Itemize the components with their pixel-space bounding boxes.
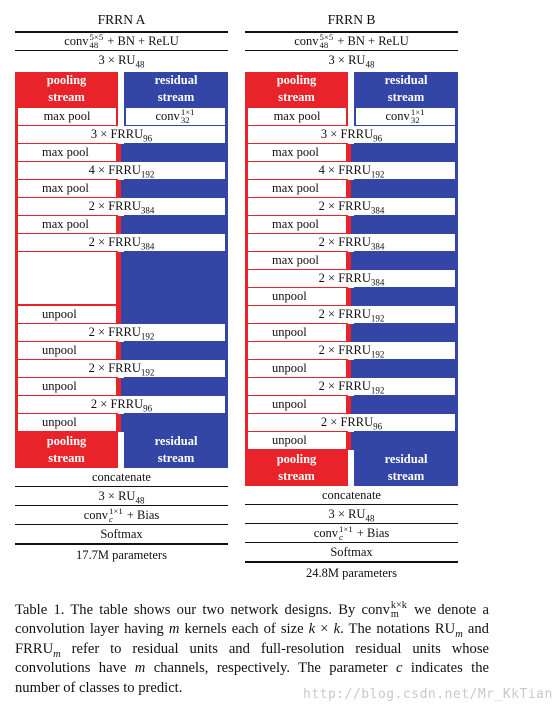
pool-cell: max pool bbox=[18, 180, 116, 197]
final-conv-base: conv bbox=[83, 508, 109, 522]
pooling-stream-footer: pooling stream bbox=[276, 452, 317, 483]
stem-conv-script: 5×5 48 bbox=[319, 32, 334, 51]
stem-conv-base: conv bbox=[64, 34, 89, 48]
frru-channels: 192 bbox=[370, 349, 385, 360]
frru-label: 2 × FRRU bbox=[88, 199, 141, 213]
frru-cell bbox=[18, 324, 225, 341]
frru-cell bbox=[18, 198, 225, 215]
stem-conv-rest: + BN + ReLU bbox=[334, 34, 409, 48]
blue-connector bbox=[121, 144, 124, 162]
residual-stream-header: residual stream bbox=[154, 73, 198, 104]
residual-conv-cell bbox=[356, 108, 455, 125]
ru2-base: 3 × RU bbox=[98, 489, 136, 503]
frru-label: 4 × FRRU bbox=[88, 163, 141, 177]
frru-channels: 96 bbox=[143, 133, 153, 144]
watermark: http://blog.csdn.net/Mr_KkTian bbox=[303, 687, 553, 702]
residual-stream-footer: residual stream bbox=[384, 452, 428, 483]
frru-cell bbox=[248, 162, 455, 179]
frru-cell bbox=[248, 342, 455, 359]
frru-cell bbox=[248, 126, 455, 143]
frru-label: 2 × FRRU bbox=[318, 235, 371, 249]
frru-label: 2 × FRRU bbox=[320, 415, 374, 429]
residual-stream-footer: residual stream bbox=[154, 434, 198, 465]
pool-cell: unpool bbox=[248, 432, 346, 449]
frru-label: 2 × FRRU bbox=[88, 235, 141, 249]
frru-cell bbox=[248, 198, 455, 215]
frru-cell bbox=[248, 306, 455, 323]
final-conv-rest: + Bias bbox=[123, 508, 160, 522]
ru2-row bbox=[245, 505, 458, 523]
ru-row bbox=[15, 51, 228, 69]
frru-cell bbox=[18, 360, 225, 377]
final-conv-row bbox=[245, 524, 458, 542]
frru-channels: 384 bbox=[370, 277, 385, 288]
concat-row: concatenate bbox=[92, 470, 151, 484]
frru-label: 4 × FRRU bbox=[318, 163, 371, 177]
pool-cell: unpool bbox=[248, 288, 346, 305]
pool-cell: unpool bbox=[18, 306, 116, 323]
rule-bottom bbox=[245, 561, 458, 563]
pool-cell: max pool bbox=[248, 180, 346, 197]
frru-cell bbox=[18, 234, 225, 251]
frru-channels: 384 bbox=[370, 205, 385, 216]
blue-connector bbox=[351, 396, 354, 414]
frru-label: 2 × FRRU bbox=[88, 361, 141, 375]
frru-cell bbox=[248, 234, 455, 251]
frru-label: 2 × FRRU bbox=[318, 343, 371, 357]
blue-connector bbox=[351, 252, 354, 270]
frru-cell bbox=[18, 126, 225, 143]
pool-cell: unpool bbox=[18, 414, 116, 431]
frru-cell bbox=[18, 396, 225, 413]
pool-cell: unpool bbox=[18, 378, 116, 395]
frru-channels: 96 bbox=[143, 403, 153, 414]
res-conv-base: conv bbox=[385, 109, 410, 123]
pooling-stream-header: pooling stream bbox=[46, 73, 87, 104]
frru-channels: 192 bbox=[370, 313, 385, 324]
res-conv-script: 1×1 32 bbox=[410, 107, 425, 126]
frru-label: 2 × FRRU bbox=[318, 271, 371, 285]
ru-row bbox=[245, 51, 458, 69]
frru-channels: 192 bbox=[370, 169, 385, 180]
pool-cell: max pool bbox=[248, 216, 346, 233]
frru-channels: 96 bbox=[373, 133, 383, 144]
first-pool-cell: max pool bbox=[248, 108, 346, 125]
frru-channels: 384 bbox=[140, 205, 155, 216]
blue-connector bbox=[121, 306, 124, 324]
ru2-row bbox=[15, 487, 228, 505]
final-conv-base: conv bbox=[313, 526, 339, 540]
pool-cell: unpool bbox=[248, 396, 346, 413]
pool-cell: max pool bbox=[248, 144, 346, 161]
pooling-stream-footer: pooling stream bbox=[46, 434, 87, 465]
stem-conv-row bbox=[245, 32, 458, 50]
bottleneck-gap bbox=[18, 252, 116, 304]
blue-connector bbox=[121, 378, 124, 396]
res-conv-script: 1×1 32 bbox=[180, 107, 195, 126]
param-count: 17.7M parameters bbox=[76, 548, 167, 562]
frru-cell bbox=[18, 162, 225, 179]
frru-channels: 192 bbox=[140, 169, 155, 180]
blue-connector bbox=[351, 288, 354, 306]
softmax-row: Softmax bbox=[100, 527, 143, 541]
pool-cell: unpool bbox=[248, 360, 346, 377]
frru-label: 2 × FRRU bbox=[90, 397, 144, 411]
softmax-row: Softmax bbox=[330, 545, 373, 559]
frru-channels: 96 bbox=[373, 421, 383, 432]
pooling-stream-header: pooling stream bbox=[276, 73, 317, 104]
blue-connector bbox=[121, 252, 124, 306]
param-count: 24.8M parameters bbox=[306, 566, 397, 580]
res-conv-base: conv bbox=[155, 109, 180, 123]
blue-connector bbox=[351, 180, 354, 198]
blue-connector bbox=[121, 414, 124, 432]
stem-conv-script: 5×5 48 bbox=[89, 32, 104, 51]
frru-label: 2 × FRRU bbox=[88, 325, 141, 339]
rule-bottom bbox=[15, 543, 228, 545]
ru-base: 3 × RU bbox=[328, 53, 366, 67]
frru-cell bbox=[248, 378, 455, 395]
final-conv-rest: + Bias bbox=[353, 526, 390, 540]
blue-connector bbox=[351, 216, 354, 234]
frru-channels: 192 bbox=[370, 385, 385, 396]
ru2-base: 3 × RU bbox=[328, 507, 366, 521]
residual-conv-cell bbox=[126, 108, 225, 125]
ru-sub: 48 bbox=[365, 59, 375, 70]
blue-connector bbox=[351, 324, 354, 342]
frru-label: 3 × FRRU bbox=[320, 127, 374, 141]
frru-cell bbox=[248, 414, 455, 431]
stem-conv-base: conv bbox=[294, 34, 319, 48]
final-conv-row bbox=[15, 506, 228, 524]
ru-base: 3 × RU bbox=[98, 53, 136, 67]
frru-channels: 384 bbox=[370, 241, 385, 252]
stem-conv-rest: + BN + ReLU bbox=[104, 34, 179, 48]
pool-cell: unpool bbox=[248, 324, 346, 341]
ru-sub: 48 bbox=[135, 59, 145, 70]
stem-conv-row bbox=[15, 32, 228, 50]
pool-cell: max pool bbox=[18, 144, 116, 161]
ru2-sub: 48 bbox=[365, 513, 375, 524]
frru-label: 2 × FRRU bbox=[318, 199, 371, 213]
blue-connector bbox=[121, 342, 124, 360]
table-title: FRRN A bbox=[97, 12, 146, 27]
table-caption: Table 1. The table shows our two network designs. By conv k×k m we denote a convolution layer having m kernels each of size k × k. The notations $RU_m$ and $FRRU_m$ refer to residual units and full-resolution residual units whose convolutions have m channels, respectively. The parameter c indicates the number of classes to predict. bbox=[15, 600, 490, 696]
frru-label: 2 × FRRU bbox=[318, 379, 371, 393]
ru2-sub: 48 bbox=[135, 495, 145, 506]
pool-cell: max pool bbox=[248, 252, 346, 269]
blue-connector bbox=[351, 360, 354, 378]
table-title: FRRN B bbox=[327, 12, 376, 27]
frru-label: 3 × FRRU bbox=[90, 127, 144, 141]
frru-channels: 192 bbox=[140, 331, 155, 342]
pool-cell: max pool bbox=[18, 216, 116, 233]
frru-cell bbox=[248, 270, 455, 287]
concat-row: concatenate bbox=[322, 488, 381, 502]
first-pool-cell: max pool bbox=[18, 108, 116, 125]
residual-stream-header: residual stream bbox=[384, 73, 428, 104]
final-conv-script: 1×1 c bbox=[339, 524, 353, 543]
blue-connector bbox=[121, 180, 124, 198]
frru-label: 2 × FRRU bbox=[318, 307, 371, 321]
blue-connector bbox=[351, 432, 354, 450]
blue-connector bbox=[121, 216, 124, 234]
frru-channels: 384 bbox=[140, 241, 155, 252]
blue-connector bbox=[351, 144, 354, 162]
pool-cell: unpool bbox=[18, 342, 116, 359]
final-conv-script: 1×1 c bbox=[109, 506, 123, 525]
frru-channels: 192 bbox=[140, 367, 155, 378]
